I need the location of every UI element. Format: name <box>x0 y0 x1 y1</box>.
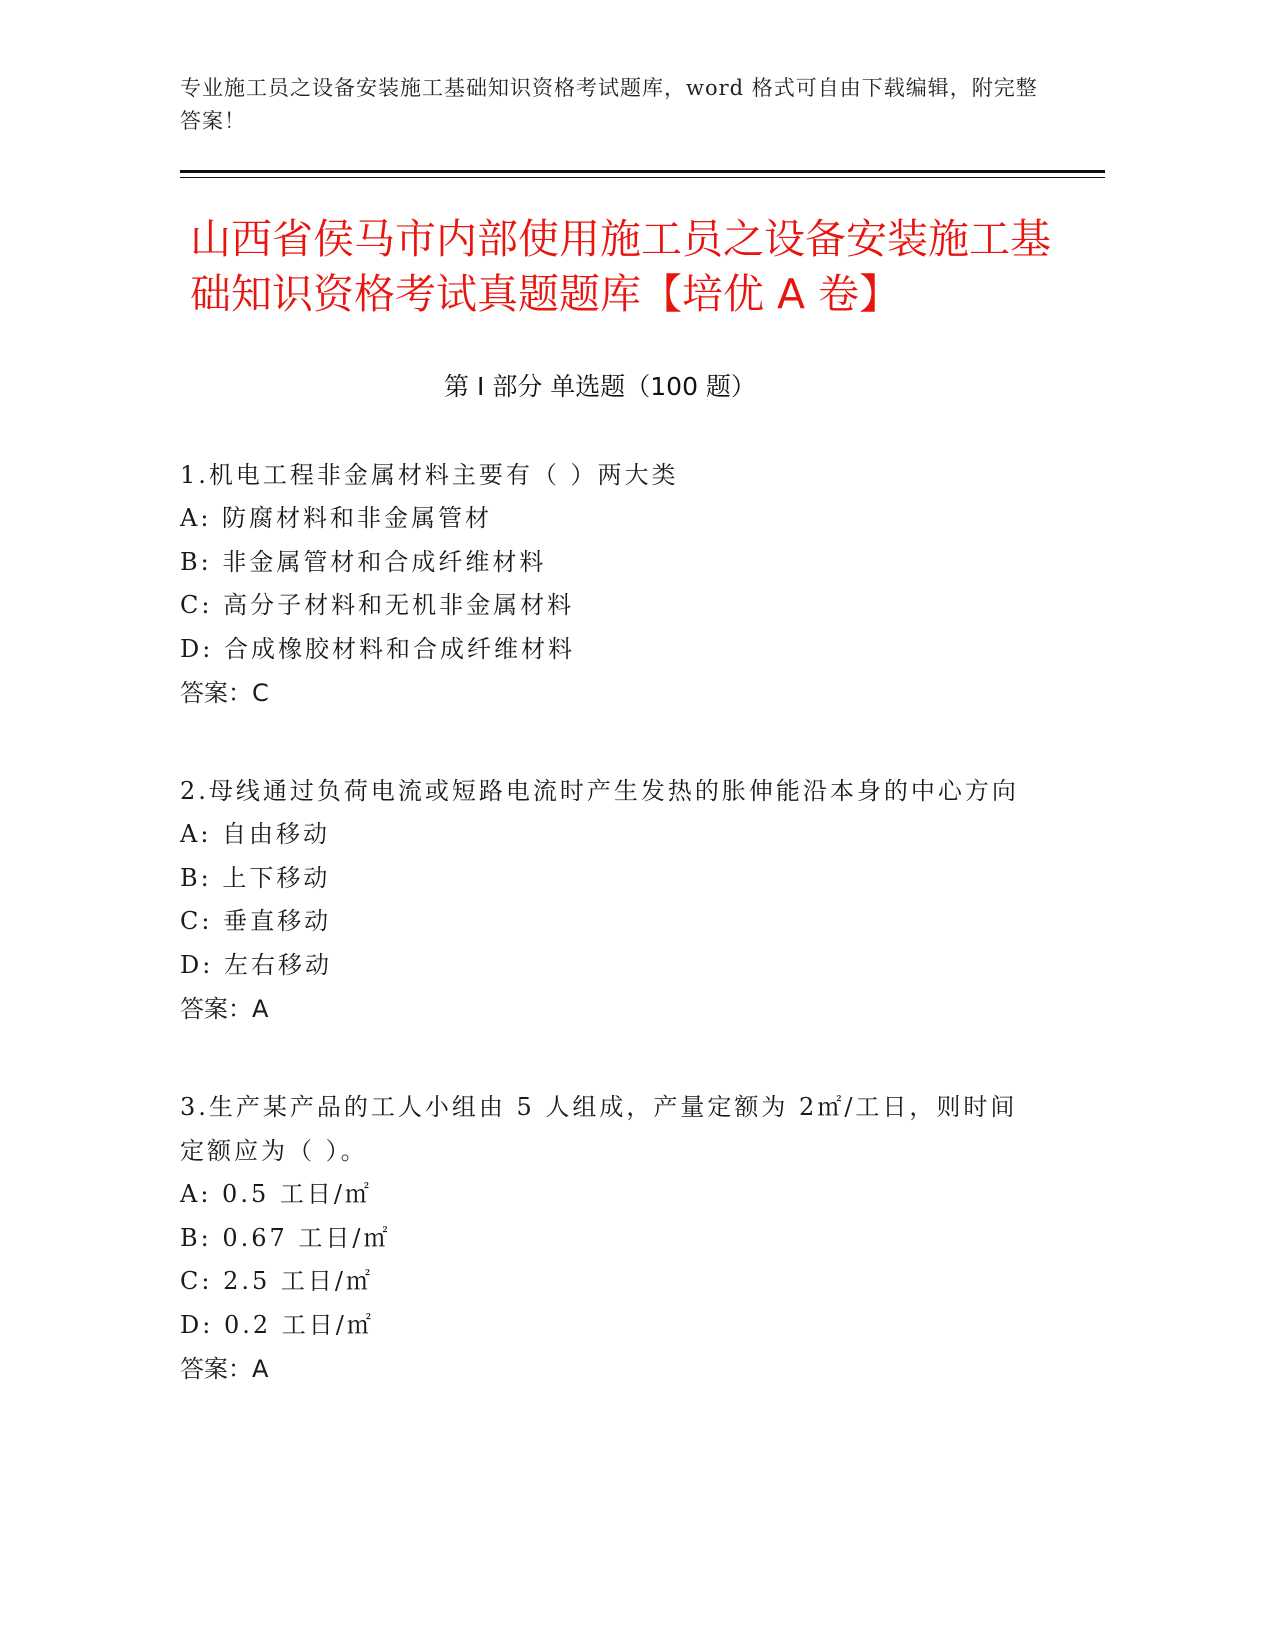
option-a: A: 防腐材料和非金属管材 <box>180 504 493 532</box>
section-title: 第 I 部分 单选题（100 题） <box>444 372 756 401</box>
question-list <box>180 453 1040 1445</box>
answer: 答案：A <box>180 1355 269 1383</box>
question-3 <box>180 1085 1040 1391</box>
answer: 答案：C <box>180 679 269 707</box>
question-text: 1.机电工程非金属材料主要有（ ）两大类 <box>180 461 679 489</box>
document-title: 山西省侯马市内部使用施工员之设备安装施工基础知识资格考试真题题库【培优 A 卷】 <box>190 215 1051 318</box>
option-c: C: 2.5 工日/㎡ <box>180 1267 373 1295</box>
question-text: 3.生产某产品的工人小组由 5 人组成，产量定额为 2㎡/工日，则时间定额应为（ ）。 <box>180 1093 1018 1165</box>
option-d: D: 左右移动 <box>180 950 332 979</box>
question-text: 2.母线通过负荷电流或短路电流时产生发热的胀伸能沿本身的中心方向 <box>180 777 1019 805</box>
option-a: A: 0.5 工日/㎡ <box>180 1180 372 1208</box>
header-rule-thick <box>180 170 1105 173</box>
header-rule-thin <box>180 177 1105 178</box>
option-b: B: 0.67 工日/㎡ <box>180 1223 391 1252</box>
option-b: B: 非金属管材和合成纤维材料 <box>180 547 547 576</box>
option-a: A: 自由移动 <box>180 820 331 848</box>
option-b: B: 上下移动 <box>180 863 331 892</box>
question-1 <box>180 453 1040 715</box>
header-note: 专业施工员之设备安装施工基础知识资格考试题库，word 格式可自由下载编辑，附完整答案！ <box>180 76 1038 133</box>
option-d: D: 合成橡胶材料和合成纤维材料 <box>180 634 575 663</box>
option-d: D: 0.2 工日/㎡ <box>180 1310 374 1339</box>
option-c: C: 高分子材料和无机非金属材料 <box>180 591 575 619</box>
question-2 <box>180 769 1040 1031</box>
answer: 答案：A <box>180 995 269 1023</box>
option-c: C: 垂直移动 <box>180 907 332 935</box>
